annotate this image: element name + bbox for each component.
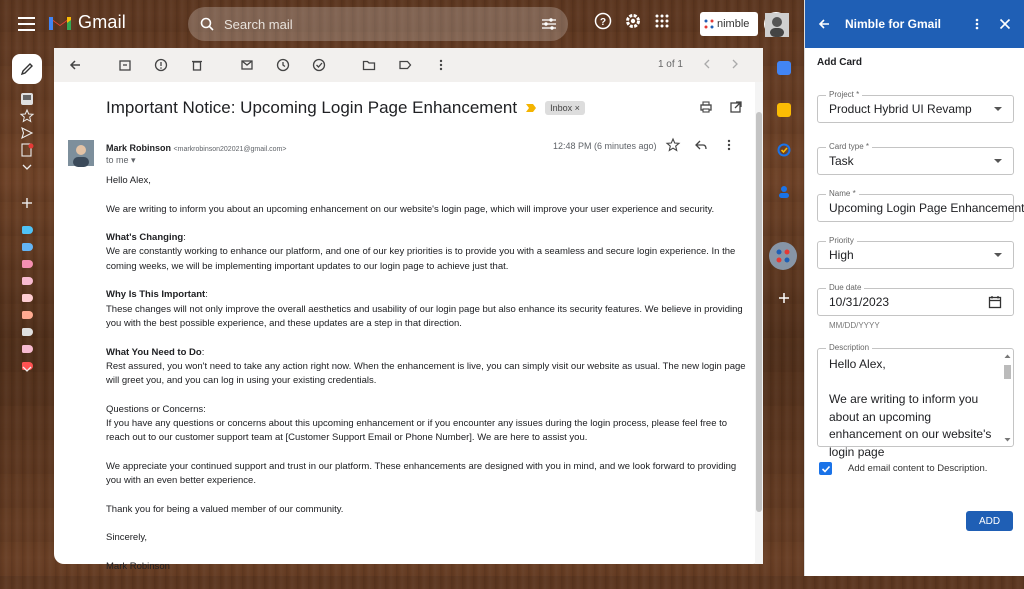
email-signoff: Sincerely, (106, 532, 148, 544)
pager-count: 1 of 1 (657, 59, 683, 70)
section-text: We are constantly working to enhance our platform, and one of our key priorities is to provide you with a seamless and secure login experience. In the coming weeks, we will be implementing important updates to our login page to achieve just that. (106, 246, 736, 272)
gmail-envelope-icon (48, 14, 72, 32)
email-signature: Mark Robinson (106, 561, 170, 573)
sender-avatar[interactable] (68, 140, 94, 166)
gmail-top-bar (0, 0, 804, 48)
main-menu-icon[interactable] (16, 14, 38, 34)
priority-select[interactable] (817, 236, 1014, 269)
drafts-icon[interactable] (20, 143, 34, 157)
description-value[interactable]: Hello Alex, We are writing to inform you about an upcoming enhancement on our website's login page (829, 357, 992, 459)
archive-icon[interactable] (116, 56, 134, 74)
calendar-icon[interactable] (777, 61, 791, 75)
email-intro: We are writing to inform you about an upcoming enhancement on our website's login page, which will improve your user experience and security. (106, 203, 715, 215)
sender-email: <markrobinson202021@gmail.com> (173, 146, 287, 153)
label-tag-icon[interactable] (22, 328, 33, 336)
star-icon[interactable] (666, 138, 680, 152)
due-date-input[interactable] (817, 283, 1014, 316)
dropdown-caret-icon[interactable] (994, 159, 1002, 163)
sent-icon[interactable] (20, 126, 34, 140)
panel-title: Nimble for Gmail (845, 17, 942, 31)
tasks-icon[interactable] (777, 143, 791, 157)
label-tag-icon[interactable] (22, 243, 33, 251)
add-button[interactable]: ADD (966, 511, 1013, 531)
email-scrollbar[interactable] (755, 82, 763, 564)
inbox-icon[interactable] (20, 92, 34, 106)
reply-icon[interactable] (694, 138, 708, 152)
search-input[interactable]: Search mail (224, 16, 293, 32)
print-icon[interactable] (699, 100, 713, 114)
add-task-icon[interactable] (310, 56, 328, 74)
description-label: Description (826, 343, 872, 352)
description-textarea[interactable] (817, 343, 1014, 459)
move-to-folder-icon[interactable] (360, 56, 378, 74)
section-importance: Why Is This Important: These changes will not only improve the overall aesthetics and usability of our login page but also enhance its security features. We believe in providing you with the best possible experience, and these updates are a step in that direction. (106, 289, 743, 329)
card-type-label: Card type * (826, 142, 872, 151)
recipient-dropdown[interactable]: to me ▾ (106, 155, 136, 165)
dropdown-caret-icon[interactable] (994, 253, 1002, 257)
name-input[interactable] (817, 189, 1024, 222)
label-icon[interactable] (396, 56, 414, 74)
sender-info[interactable] (106, 143, 286, 153)
settings-gear-icon[interactable] (624, 12, 642, 30)
email-toolbar (54, 48, 763, 82)
add-card-heading: Add Card (817, 57, 862, 68)
section-heading: Questions or Concerns: (106, 403, 206, 415)
section-changing: What's Changing: We are constantly working to enhance our platform, and one of our key priorities is to provide you with a seamless and secure login experience. In the coming weeks, we will be implementing important updates to our login page to achieve just that. (106, 232, 736, 272)
email-thanks: Thank you for being a valued member of our community. (106, 503, 344, 515)
snooze-clock-icon[interactable] (274, 56, 292, 74)
importance-marker-icon[interactable] (525, 103, 537, 113)
priority-value: High (829, 248, 854, 262)
contacts-icon[interactable] (777, 184, 791, 198)
inbox-label-chip[interactable]: Inbox × (545, 101, 585, 115)
nimble-badge-text: nimble (717, 18, 750, 30)
search-icon[interactable] (200, 17, 214, 31)
label-tag-icon[interactable] (22, 226, 33, 234)
scrollbar-thumb[interactable] (1004, 365, 1011, 379)
report-spam-icon[interactable] (152, 56, 170, 74)
sender-name[interactable]: Mark Robinson (106, 143, 172, 153)
dropdown-caret-icon[interactable] (994, 107, 1002, 111)
left-nav-rail (0, 48, 54, 576)
back-arrow-icon[interactable] (817, 17, 831, 31)
svg-text:?: ? (599, 17, 607, 28)
description-scrollbar[interactable] (1003, 353, 1012, 443)
chevron-down-icon[interactable] (20, 160, 34, 174)
open-in-new-window-icon[interactable] (729, 100, 743, 114)
due-date-format-hint: MM/DD/YYYY (829, 321, 880, 330)
add-label-icon[interactable] (20, 196, 34, 210)
section-heading: Why Is This Important (106, 289, 206, 301)
card-type-value: Task (829, 154, 854, 168)
chevron-right-icon[interactable] (729, 57, 741, 71)
apps-grid-icon[interactable] (654, 13, 670, 29)
close-icon[interactable] (998, 17, 1012, 31)
label-tag-icon[interactable] (22, 294, 33, 302)
panel-header (805, 0, 1024, 48)
name-label: Name * (826, 189, 859, 198)
pencil-icon (20, 62, 34, 76)
keep-icon[interactable] (777, 103, 791, 117)
project-select[interactable] (817, 90, 1014, 123)
name-value[interactable]: Upcoming Login Page Enhancement (829, 201, 1024, 215)
project-label: Project * (826, 90, 862, 99)
section-questions (106, 403, 746, 446)
section-text: These changes will not only improve the overall aesthetics and usability of our login page but also enhance its security features. We believe in providing you with the best possible experience, and these updates are a step in that direction. (106, 303, 743, 329)
nimble-addon-icon[interactable] (769, 242, 797, 270)
priority-label: Priority (826, 236, 857, 245)
due-date-label: Due date (826, 283, 864, 292)
email-appreciation: We appreciate your continued support and trust in our platform. These enhancements are designed with you in mind, and we look forward to providing you with an even better experience. (106, 460, 737, 487)
add-content-checkbox-row[interactable] (819, 462, 987, 475)
add-content-checkbox[interactable] (819, 462, 832, 475)
mark-unread-icon[interactable] (238, 56, 256, 74)
nimble-extension-badge[interactable] (700, 12, 758, 36)
more-vertical-icon[interactable] (432, 56, 450, 74)
gmail-logo-text: Gmail (78, 12, 127, 32)
help-icon[interactable] (594, 12, 612, 30)
project-value: Product Hybrid UI Revamp (829, 102, 972, 116)
email-timestamp: 12:48 PM (6 minutes ago) (553, 141, 657, 151)
nimble-logo-icon (704, 19, 714, 29)
add-content-checkbox-label: Add email content to Description. (848, 463, 988, 474)
email-subject: Important Notice: Upcoming Login Page Enhancement (106, 98, 518, 117)
get-addons-plus-icon[interactable] (777, 291, 791, 305)
label-tag-icon[interactable] (22, 260, 33, 268)
section-todo: What You Need to Do: Rest assured, you won't need to take any action right now. When the enhancement is live, you can simply visit our website as usual. The new login page will greet you, and you can log in using your existing credentials. (106, 346, 746, 387)
search-options-icon[interactable] (542, 18, 556, 30)
section-text: Rest assured, you won't need to take any action right now. When the enhancement is live, you can simply visit our website as usual. The new login page will greet you, and you can log in using your existing credentials. (106, 360, 746, 387)
delete-trash-icon[interactable] (188, 56, 206, 74)
chevron-left-icon[interactable] (701, 57, 713, 71)
search-bar[interactable] (188, 7, 568, 41)
account-avatar[interactable] (764, 12, 788, 36)
section-heading: What's Changing (106, 232, 184, 244)
due-date-value[interactable]: 10/31/2023 (829, 295, 890, 309)
section-text: If you have any questions or concerns about this upcoming enhancement or if you encounter any issues during the login process, please feel free to reach out to our customer support team at [Customer Support Email or Phone Number]. We are here to assist you. (106, 418, 728, 444)
email-greeting: Hello Alex, (106, 175, 151, 186)
nimble-side-panel (804, 0, 1024, 576)
back-arrow-icon[interactable] (66, 56, 84, 74)
calendar-picker-icon[interactable] (988, 295, 1002, 309)
starred-icon[interactable] (20, 109, 34, 123)
compose-button[interactable] (12, 54, 42, 84)
label-tag-icon[interactable] (22, 311, 33, 319)
email-view (54, 48, 763, 573)
more-vertical-icon[interactable] (722, 138, 736, 152)
gmail-logo[interactable] (48, 12, 126, 33)
scrollbar-thumb[interactable] (756, 112, 762, 512)
email-body (106, 174, 746, 589)
chevron-down-icon[interactable] (20, 362, 34, 376)
more-vertical-icon[interactable] (970, 17, 984, 31)
recipient-text: to me (106, 155, 129, 165)
label-tag-icon[interactable] (22, 345, 33, 353)
inbox-label-text: Inbox (550, 103, 573, 113)
label-tag-icon[interactable] (22, 277, 33, 285)
card-type-select[interactable] (817, 142, 1014, 175)
side-apps-strip (763, 48, 804, 576)
section-heading: What You Need to Do (106, 346, 202, 358)
